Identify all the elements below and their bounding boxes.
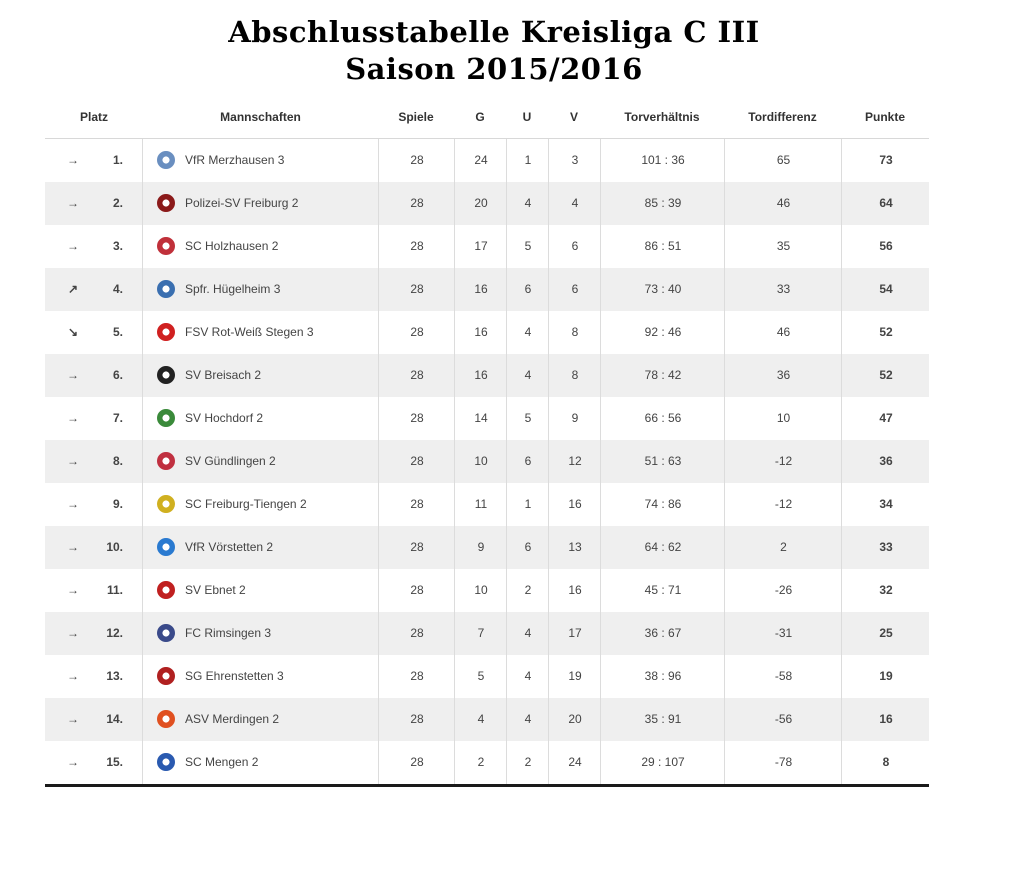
team-cell — [142, 741, 379, 784]
page-title — [0, 14, 988, 88]
arrow-right-icon: → — [67, 368, 79, 382]
spiele-cell: 28 — [378, 741, 455, 784]
torverhaeltnis-cell: 74 : 86 — [600, 483, 725, 526]
g-cell: 16 — [454, 268, 507, 311]
standings-table — [45, 98, 929, 787]
team-name: SV Gündlingen 2 — [185, 454, 276, 468]
header-platz: Platz — [79, 110, 108, 124]
u-cell: 6 — [506, 526, 549, 569]
tordifferenz-cell: 35 — [724, 225, 842, 268]
spiele-cell: 28 — [378, 354, 455, 397]
rank: 13. — [106, 669, 123, 683]
torverhaeltnis-cell: 85 : 39 — [600, 182, 725, 225]
torverhaeltnis-cell: 36 : 67 — [600, 612, 725, 655]
table-row — [45, 311, 929, 354]
arrow-right-icon: → — [67, 583, 79, 597]
table-header — [45, 98, 929, 139]
team-logo-icon — [157, 667, 175, 685]
punkte-cell: 32 — [841, 569, 930, 612]
v-cell: 17 — [548, 612, 601, 655]
team-name: Spfr. Hügelheim 3 — [185, 282, 281, 296]
punkte-cell: 25 — [841, 612, 930, 655]
u-cell: 5 — [506, 397, 549, 440]
header-v: V — [569, 110, 578, 124]
punkte-cell: 33 — [841, 526, 930, 569]
v-cell: 9 — [548, 397, 601, 440]
tordifferenz-cell: -12 — [724, 483, 842, 526]
header-u: U — [522, 110, 532, 124]
table-body — [45, 139, 929, 784]
tordifferenz-cell: 2 — [724, 526, 842, 569]
v-cell: 6 — [548, 268, 601, 311]
team-logo-icon — [157, 538, 175, 556]
team-cell — [142, 225, 379, 268]
header-tordifferenz: Tordifferenz — [748, 110, 817, 124]
punkte-cell: 16 — [841, 698, 930, 741]
team-name: VfR Vörstetten 2 — [185, 540, 274, 554]
torverhaeltnis-cell: 38 : 96 — [600, 655, 725, 698]
v-cell: 16 — [548, 483, 601, 526]
g-cell: 16 — [454, 311, 507, 354]
team-name: SV Hochdorf 2 — [185, 411, 264, 425]
team-logo-icon — [157, 495, 175, 513]
spiele-cell: 28 — [378, 569, 455, 612]
g-cell: 16 — [454, 354, 507, 397]
table-row — [45, 655, 929, 698]
u-cell: 4 — [506, 354, 549, 397]
g-cell: 14 — [454, 397, 507, 440]
arrow-right-icon: → — [67, 669, 79, 683]
team-logo-icon — [157, 323, 175, 341]
team-name: SC Mengen 2 — [185, 755, 259, 769]
torverhaeltnis-cell: 78 : 42 — [600, 354, 725, 397]
v-cell: 24 — [548, 741, 601, 784]
u-cell: 6 — [506, 268, 549, 311]
torverhaeltnis-cell: 29 : 107 — [600, 741, 725, 784]
spiele-cell: 28 — [378, 397, 455, 440]
header-punkte: Punkte — [864, 110, 905, 124]
punkte-cell: 52 — [841, 354, 930, 397]
arrow-right-icon: → — [67, 626, 79, 640]
v-cell: 3 — [548, 139, 601, 182]
arrow-right-icon: → — [67, 540, 79, 554]
table-row — [45, 225, 929, 268]
g-cell: 17 — [454, 225, 507, 268]
title-line-1: Abschlusstabelle Kreisliga C III — [228, 15, 760, 49]
team-name: VfR Merzhausen 3 — [185, 153, 285, 167]
tordifferenz-cell: -56 — [724, 698, 842, 741]
team-logo-icon — [157, 280, 175, 298]
spiele-cell: 28 — [378, 311, 455, 354]
spiele-cell: 28 — [378, 440, 455, 483]
table-row — [45, 440, 929, 483]
punkte-cell: 36 — [841, 440, 930, 483]
team-cell — [142, 483, 379, 526]
team-name: Polizei-SV Freiburg 2 — [185, 196, 299, 210]
table-row — [45, 397, 929, 440]
arrow-right-icon: → — [67, 454, 79, 468]
punkte-cell: 52 — [841, 311, 930, 354]
punkte-cell: 8 — [841, 741, 930, 784]
u-cell: 6 — [506, 440, 549, 483]
spiele-cell: 28 — [378, 655, 455, 698]
spiele-cell: 28 — [378, 526, 455, 569]
team-name: SC Holzhausen 2 — [185, 239, 279, 253]
rank: 3. — [112, 239, 123, 253]
tordifferenz-cell: 46 — [724, 182, 842, 225]
torverhaeltnis-cell: 101 : 36 — [600, 139, 725, 182]
team-cell — [142, 182, 379, 225]
team-cell — [142, 354, 379, 397]
v-cell: 8 — [548, 354, 601, 397]
team-logo-icon — [157, 151, 175, 169]
arrow-right-icon: → — [67, 712, 79, 726]
v-cell: 12 — [548, 440, 601, 483]
rank: 2. — [112, 196, 123, 210]
table-row — [45, 698, 929, 741]
g-cell: 24 — [454, 139, 507, 182]
torverhaeltnis-cell: 73 : 40 — [600, 268, 725, 311]
team-cell — [142, 655, 379, 698]
torverhaeltnis-cell: 92 : 46 — [600, 311, 725, 354]
team-logo-icon — [157, 624, 175, 642]
punkte-cell: 54 — [841, 268, 930, 311]
team-cell — [142, 397, 379, 440]
team-logo-icon — [157, 710, 175, 728]
spiele-cell: 28 — [378, 612, 455, 655]
rank: 14. — [106, 712, 123, 726]
team-logo-icon — [157, 409, 175, 427]
table-row — [45, 268, 929, 311]
u-cell: 2 — [506, 741, 549, 784]
tordifferenz-cell: 33 — [724, 268, 842, 311]
table-row — [45, 612, 929, 655]
rank: 5. — [112, 325, 123, 339]
g-cell: 7 — [454, 612, 507, 655]
u-cell: 4 — [506, 612, 549, 655]
g-cell: 11 — [454, 483, 507, 526]
punkte-cell: 56 — [841, 225, 930, 268]
team-name: FSV Rot-Weiß Stegen 3 — [185, 325, 314, 339]
arrow-right-icon: → — [67, 239, 79, 253]
arrow-right-icon: → — [67, 755, 79, 769]
punkte-cell: 34 — [841, 483, 930, 526]
torverhaeltnis-cell: 35 : 91 — [600, 698, 725, 741]
g-cell: 10 — [454, 569, 507, 612]
team-logo-icon — [157, 194, 175, 212]
spiele-cell: 28 — [378, 483, 455, 526]
rank: 7. — [112, 411, 123, 425]
team-cell — [142, 311, 379, 354]
u-cell: 4 — [506, 311, 549, 354]
rank: 8. — [112, 454, 123, 468]
v-cell: 13 — [548, 526, 601, 569]
tordifferenz-cell: -58 — [724, 655, 842, 698]
u-cell: 1 — [506, 139, 549, 182]
punkte-cell: 64 — [841, 182, 930, 225]
team-logo-icon — [157, 452, 175, 470]
u-cell: 4 — [506, 698, 549, 741]
arrow-down-right-icon: ↘ — [67, 325, 79, 339]
team-cell — [142, 612, 379, 655]
spiele-cell: 28 — [378, 139, 455, 182]
team-cell — [142, 268, 379, 311]
torverhaeltnis-cell: 86 : 51 — [600, 225, 725, 268]
v-cell: 4 — [548, 182, 601, 225]
punkte-cell: 73 — [841, 139, 930, 182]
u-cell: 5 — [506, 225, 549, 268]
torverhaeltnis-cell: 66 : 56 — [600, 397, 725, 440]
spiele-cell: 28 — [378, 268, 455, 311]
g-cell: 9 — [454, 526, 507, 569]
team-logo-icon — [157, 753, 175, 771]
tordifferenz-cell: 36 — [724, 354, 842, 397]
tordifferenz-cell: 65 — [724, 139, 842, 182]
g-cell: 4 — [454, 698, 507, 741]
team-cell — [142, 569, 379, 612]
team-name: SV Breisach 2 — [185, 368, 262, 382]
header-spiele: Spiele — [398, 110, 434, 124]
g-cell: 5 — [454, 655, 507, 698]
team-name: SV Ebnet 2 — [185, 583, 246, 597]
table-bottom-border — [45, 784, 929, 787]
torverhaeltnis-cell: 45 : 71 — [600, 569, 725, 612]
tordifferenz-cell: -12 — [724, 440, 842, 483]
rank: 1. — [112, 153, 123, 167]
team-name: SG Ehrenstetten 3 — [185, 669, 284, 683]
team-name: SC Freiburg-Tiengen 2 — [185, 497, 307, 511]
u-cell: 4 — [506, 182, 549, 225]
table-row — [45, 483, 929, 526]
v-cell: 16 — [548, 569, 601, 612]
team-cell — [142, 139, 379, 182]
arrow-right-icon: → — [67, 411, 79, 425]
g-cell: 2 — [454, 741, 507, 784]
torverhaeltnis-cell: 51 : 63 — [600, 440, 725, 483]
torverhaeltnis-cell: 64 : 62 — [600, 526, 725, 569]
u-cell: 4 — [506, 655, 549, 698]
rank: 15. — [106, 755, 123, 769]
tordifferenz-cell: 10 — [724, 397, 842, 440]
rank: 4. — [112, 282, 123, 296]
punkte-cell: 47 — [841, 397, 930, 440]
header-mannschaften: Mannschaften — [220, 110, 301, 124]
table-row — [45, 526, 929, 569]
u-cell: 2 — [506, 569, 549, 612]
table-row — [45, 139, 929, 182]
g-cell: 20 — [454, 182, 507, 225]
arrow-right-icon: → — [67, 196, 79, 210]
table-row — [45, 354, 929, 397]
team-logo-icon — [157, 581, 175, 599]
tordifferenz-cell: -31 — [724, 612, 842, 655]
tordifferenz-cell: -78 — [724, 741, 842, 784]
spiele-cell: 28 — [378, 225, 455, 268]
table-row — [45, 182, 929, 225]
punkte-cell: 19 — [841, 655, 930, 698]
v-cell: 6 — [548, 225, 601, 268]
rank: 6. — [112, 368, 123, 382]
team-name: FC Rimsingen 3 — [185, 626, 272, 640]
arrow-right-icon: → — [67, 153, 79, 167]
u-cell: 1 — [506, 483, 549, 526]
v-cell: 8 — [548, 311, 601, 354]
arrow-right-icon: → — [67, 497, 79, 511]
team-cell — [142, 526, 379, 569]
team-logo-icon — [157, 366, 175, 384]
rank: 9. — [112, 497, 123, 511]
tordifferenz-cell: -26 — [724, 569, 842, 612]
table-row — [45, 569, 929, 612]
header-torverhaeltnis: Torverhältnis — [624, 110, 700, 124]
spiele-cell: 28 — [378, 698, 455, 741]
title-line-2: Saison 2015/2016 — [345, 52, 643, 86]
v-cell: 20 — [548, 698, 601, 741]
team-cell — [142, 698, 379, 741]
arrow-up-right-icon: ↗ — [67, 282, 79, 296]
table-row — [45, 741, 929, 784]
rank: 12. — [106, 626, 123, 640]
team-cell — [142, 440, 379, 483]
rank: 10. — [106, 540, 123, 554]
spiele-cell: 28 — [378, 182, 455, 225]
tordifferenz-cell: 46 — [724, 311, 842, 354]
rank: 11. — [106, 583, 123, 597]
header-g: G — [475, 110, 485, 124]
team-logo-icon — [157, 237, 175, 255]
team-name: ASV Merdingen 2 — [185, 712, 280, 726]
g-cell: 10 — [454, 440, 507, 483]
v-cell: 19 — [548, 655, 601, 698]
